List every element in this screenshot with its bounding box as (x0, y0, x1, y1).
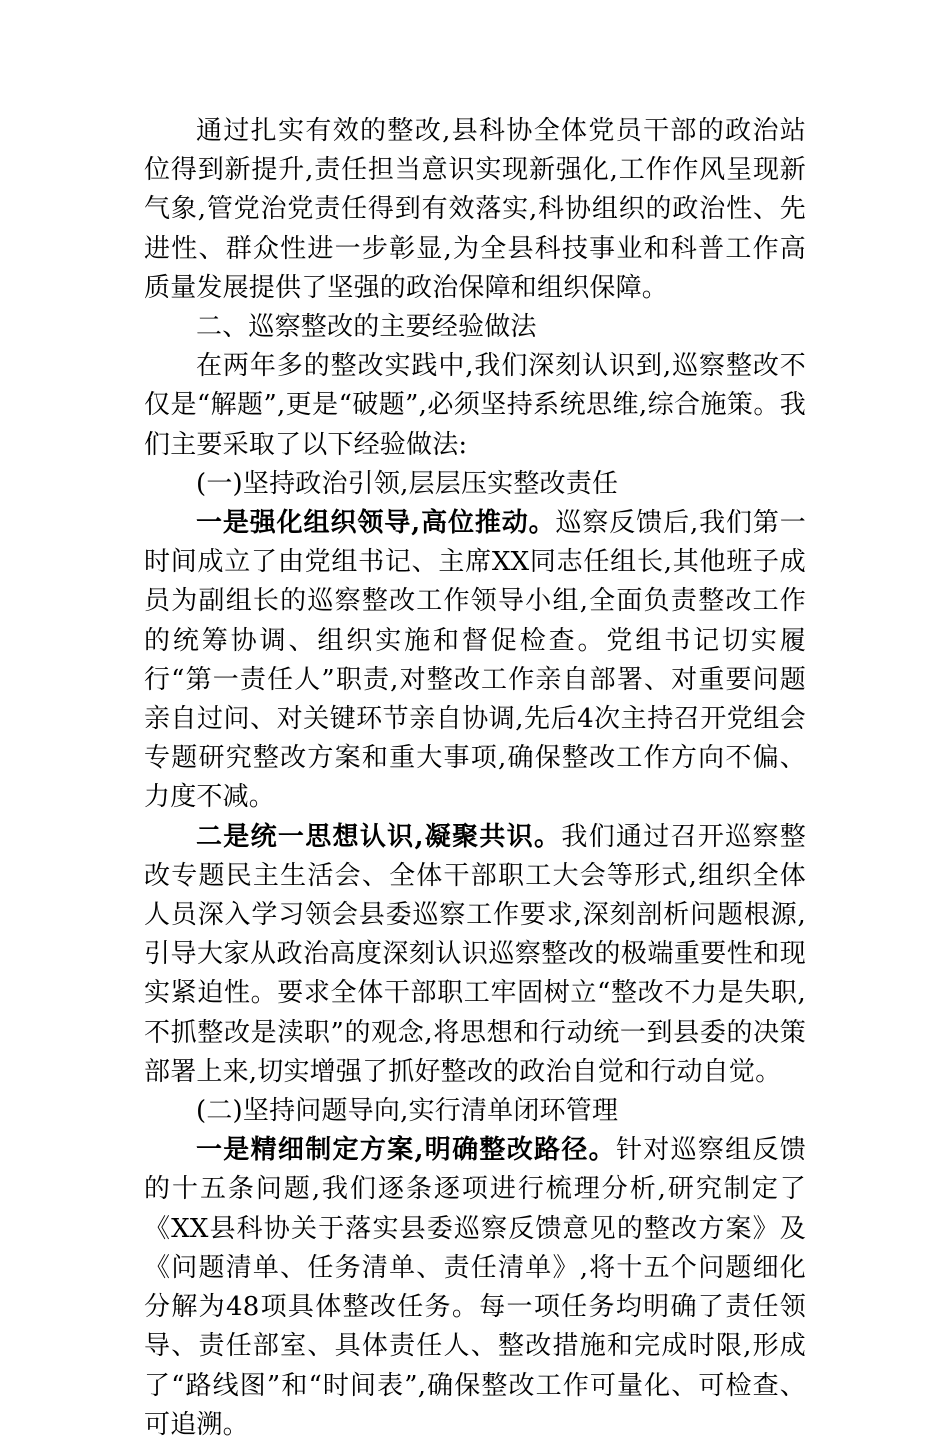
paragraph-lead: 二是统一思想认识,凝聚共识。 (196, 821, 562, 852)
paragraph-organization (144, 504, 806, 818)
subsection-heading (144, 1092, 806, 1131)
heading-text: 二、巡察整改的主要经验做法 (196, 312, 537, 343)
subsection-heading (144, 465, 806, 504)
document-page (144, 112, 806, 1445)
paragraph-text: 巡察反馈后,我们第一时间成立了由党组书记、主席XX同志任组长,其他班子成员为副组长的巡察整改工作领导小组,全面负责整改工作的统筹协调、组织实施和督促检查。党组书记切实履行“第一责任人”职责,对整改工作亲自部署、对重要问题亲自过问、对关键环节亲自协调,先后4次主持召开党组会专题研究整改方案和重大事项,确保整改工作方向不偏、力度不减。 (144, 508, 806, 813)
paragraph-intro (144, 347, 806, 465)
paragraph-summary (144, 112, 806, 308)
heading-text: (二)坚持问题导向,实行清单闭环管理 (196, 1096, 619, 1127)
heading-text: (一)坚持政治引领,层层压实整改责任 (196, 468, 619, 499)
paragraph-text: 我们通过召开巡察整改专题民主生活会、全体干部职工大会等形式,组织全体人员深入学习领会县委巡察工作要求,深刻剖析问题根源,引导大家从政治高度深刻认识巡察整改的极端重要性和现实紧迫性。要求全体干部职工牢固树立“整改不力是失职,不抓整改是渎职”的观念,将思想和行动统一到县委的决策部署上来,切实增强了抓好整改的政治自觉和行动自觉。 (144, 821, 806, 1087)
paragraph-text: 在两年多的整改实践中,我们深刻认识到,巡察整改不仅是“解题”,更是“破题”,必须坚持系统思维,综合施策。我们主要采取了以下经验做法: (144, 351, 806, 460)
paragraph-plan (144, 1131, 806, 1445)
paragraph-lead: 一是强化组织领导,高位推动。 (196, 508, 556, 539)
section-heading (144, 308, 806, 347)
paragraph-text: 通过扎实有效的整改,县科协全体党员干部的政治站位得到新提升,责任担当意识实现新强化,工作作风呈现新气象,管党治党责任得到有效落实,科协组织的政治性、先进性、群众性进一步彰显,为全县科技事业和科普工作高质量发展提供了坚强的政治保障和组织保障。 (144, 116, 806, 303)
paragraph-consensus (144, 818, 806, 1092)
paragraph-lead: 一是精细制定方案,明确整改路径。 (196, 1135, 616, 1166)
paragraph-text: 针对巡察组反馈的十五条问题,我们逐条逐项进行梳理分析,研究制定了《XX县科协关于落实县委巡察反馈意见的整改方案》及《问题清单、任务清单、责任清单》,将十五个问题细化分解为48项具体整改任务。每一项任务均明确了责任领导、责任部室、具体责任人、整改措施和完成时限,形成了“路线图”和“时间表”,确保整改工作可量化、可检查、可追溯。 (144, 1135, 806, 1440)
